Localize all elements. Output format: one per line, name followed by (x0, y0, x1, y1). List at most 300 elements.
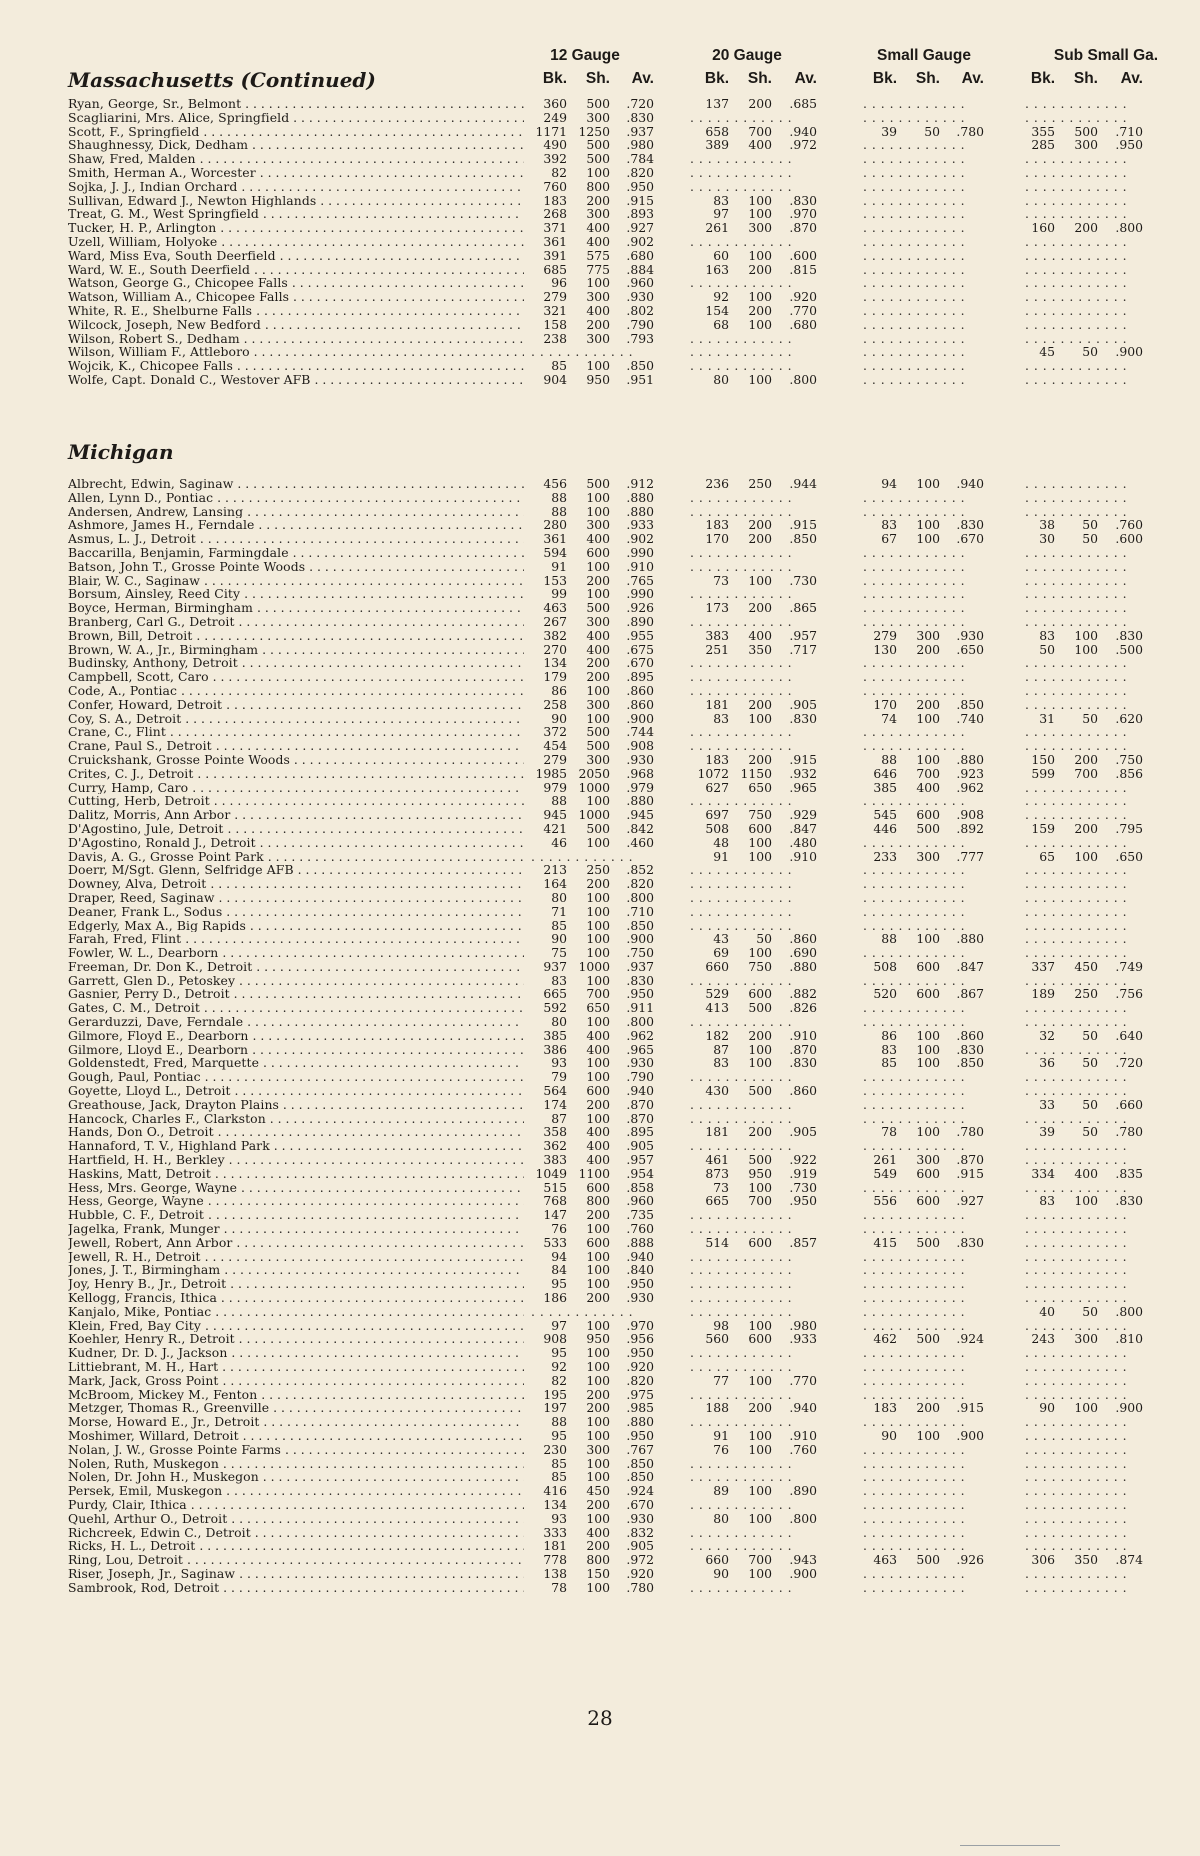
score-av: .900 (626, 931, 654, 947)
empty-score-leader: . . . . . . . . . . . . (1025, 1180, 1128, 1195)
table-row (0, 1001, 1200, 1015)
empty-score-leader: . . . . . . . . . . . . (863, 683, 966, 698)
shooter-name: Littiebrant, M. H., Hart . . . (68, 1360, 524, 1374)
score-sh: 100 (1074, 641, 1098, 657)
table-row (0, 1526, 1200, 1540)
score-av: .911 (626, 1000, 654, 1016)
score-bk: 258 (543, 696, 567, 712)
score-sh: 200 (748, 531, 772, 547)
score-bk: 74 (881, 710, 897, 726)
empty-score-leader: . . . . . . . . . . . . (863, 904, 966, 919)
score-sh: 200 (748, 751, 772, 767)
score-av: .856 (1115, 765, 1143, 781)
score-av: .890 (626, 613, 654, 629)
score-av: .933 (789, 1331, 817, 1347)
score-bk: 1171 (535, 123, 567, 139)
score-av: .830 (1115, 627, 1143, 643)
score-av: .940 (789, 1400, 817, 1416)
shooter-name: Ward, W. E., South Deerfield . . . (68, 263, 524, 277)
score-av: .680 (626, 247, 654, 263)
empty-score-leader: . . . . . . . . . . . . (863, 946, 966, 960)
score-sh: 800 (586, 178, 610, 194)
empty-score-leader: . . . . . . . . . . . . (1025, 1139, 1128, 1154)
score-bk: 90 (1039, 1400, 1055, 1416)
shooter-name: Sambrook, Rod, Detroit . . . (68, 1581, 524, 1595)
score-bk: 88 (551, 503, 567, 519)
shooter-name: Scagliarini, Mrs. Alice, Springfield . . . (68, 111, 524, 125)
group-header-small-gauge: Small Gauge (877, 47, 971, 64)
empty-score-leader: . . . . . . . . . . . . (1025, 1249, 1128, 1264)
shooter-name: Goldenstedt, Fred, Marquette . . . (68, 1056, 524, 1070)
score-sh: 1150 (740, 765, 772, 781)
score-sh: 100 (916, 517, 940, 533)
score-av: .650 (1115, 848, 1143, 864)
score-av: .830 (956, 517, 984, 533)
empty-score-leader: . . . . . . . . . . . . (1025, 932, 1128, 947)
table-row (0, 235, 1200, 249)
shooter-name: Garrett, Glen D., Petoskey . . . (68, 974, 524, 988)
empty-score-leader: . . . . . . . . . . . . (690, 545, 793, 560)
score-av: .926 (956, 1552, 984, 1568)
shooter-name: Jewell, R. H., Detroit . . . (68, 1250, 524, 1264)
shooter-name: Cruickshank, Grosse Pointe Woods . . . (68, 753, 524, 767)
shooter-name: Nolen, Ruth, Muskegon . . . (68, 1457, 524, 1471)
score-sh: 300 (586, 696, 610, 712)
table-row (0, 891, 1200, 905)
score-av: .927 (956, 1193, 984, 1209)
shooter-name: Jewell, Robert, Ann Arbor . . . (68, 1236, 524, 1250)
score-av: .950 (626, 986, 654, 1002)
score-sh: 750 (748, 807, 772, 823)
score-sh: 100 (748, 289, 772, 305)
score-bk: 416 (543, 1483, 567, 1499)
empty-score-leader: . . . . . . . . . . . . (1025, 946, 1128, 960)
score-av: .937 (626, 123, 654, 139)
score-bk: 382 (543, 627, 567, 643)
empty-score-leader: . . . . . . . . . . . . (863, 1360, 966, 1374)
score-bk: 371 (543, 220, 567, 236)
score-av: .919 (789, 1165, 817, 1181)
empty-score-leader: . . . . . . . . . . . . (1025, 110, 1128, 125)
shooter-name: Jagelka, Frank, Munger . . . (68, 1222, 524, 1236)
score-av: .955 (626, 627, 654, 643)
score-av: .912 (626, 476, 654, 491)
score-sh: 100 (916, 751, 940, 767)
score-av: .951 (626, 371, 654, 387)
score-bk: 768 (543, 1193, 567, 1209)
shooter-name: Watson, George G., Chicopee Falls . . . (68, 276, 524, 290)
score-sh: 50 (756, 931, 772, 947)
score-bk: 83 (881, 1041, 897, 1057)
empty-score-leader: . . . . . . . . . . . . (1025, 863, 1128, 878)
shooter-name: Hess, George, Wayne . . . (68, 1194, 524, 1208)
score-bk: 979 (543, 779, 567, 795)
score-sh: 100 (586, 1414, 610, 1430)
shooter-name: Downey, Alva, Detroit . . . (68, 877, 524, 891)
col-header-bk: Bk. (872, 70, 897, 87)
empty-score-leader: . . . . . . . . . . . . (863, 152, 966, 166)
score-sh: 200 (586, 1386, 610, 1402)
score-bk: 251 (705, 641, 729, 657)
score-av: .920 (626, 1359, 654, 1374)
shooter-name: Haskins, Matt, Detroit . . . (68, 1167, 524, 1181)
score-av: .882 (789, 986, 817, 1002)
empty-score-leader: . . . . . . . . . . . . (1025, 331, 1128, 346)
column-sub-headers (528, 70, 1178, 90)
score-bk: 549 (873, 1165, 897, 1181)
shooter-name: McBroom, Mickey M., Fenton . . . (68, 1388, 524, 1402)
score-av: .950 (789, 1193, 817, 1209)
score-bk: 183 (705, 751, 729, 767)
empty-score-leader: . . . . . . . . . . . . (690, 683, 793, 698)
score-bk: 73 (713, 572, 729, 588)
table-row (0, 643, 1200, 657)
table-row (0, 822, 1200, 836)
empty-score-leader: . . . . . . . . . . . . (1025, 835, 1128, 850)
empty-score-leader: . . . . . . . . . . . . (863, 1139, 966, 1154)
empty-score-leader: . . . . . . . . . . . . (690, 152, 793, 166)
shooter-name: Smith, Herman A., Worcester . . . (68, 166, 524, 180)
score-sh: 600 (586, 1234, 610, 1250)
table-row (0, 1553, 1200, 1567)
table-row (0, 877, 1200, 891)
score-av: .800 (1115, 220, 1143, 236)
empty-score-leader: . . . . . . . . . . . . (1025, 1235, 1128, 1250)
empty-score-leader: . . . . . . . . . . . . (863, 207, 966, 222)
empty-score-leader: . . . . . . . . . . . . (690, 504, 793, 519)
score-sh: 100 (586, 1579, 610, 1595)
table-row (0, 560, 1200, 574)
shooter-name: Goyette, Lloyd L., Detroit . . . (68, 1084, 524, 1098)
table-row (0, 1319, 1200, 1333)
score-sh: 100 (748, 1055, 772, 1071)
score-sh: 50 (1082, 710, 1098, 726)
score-bk: 760 (543, 178, 567, 194)
empty-score-leader: . . . . . . . . . . . . (863, 1263, 966, 1278)
score-av: .884 (626, 261, 654, 277)
score-av: .850 (626, 917, 654, 933)
score-bk: 529 (705, 986, 729, 1002)
score-bk: 159 (1031, 820, 1055, 836)
empty-score-leader: . . . . . . . . . . . . (1025, 1084, 1128, 1098)
score-sh: 50 (1082, 1055, 1098, 1071)
score-av: .990 (626, 544, 654, 560)
shooter-name: Metzger, Thomas R., Greenville . . . (68, 1401, 524, 1415)
score-sh: 600 (916, 986, 940, 1002)
score-bk: 36 (1039, 1055, 1055, 1071)
empty-score-leader: . . . . . . . . . . . . (690, 110, 793, 125)
empty-score-leader: . . . . . . . . . . . . (531, 1304, 634, 1319)
score-sh: 600 (916, 1193, 940, 1209)
empty-score-leader: . . . . . . . . . . . . (863, 1249, 966, 1264)
empty-score-leader: . . . . . . . . . . . . (690, 890, 793, 905)
empty-score-leader: . . . . . . . . . . . . (690, 1470, 793, 1485)
score-bk: 173 (705, 600, 729, 616)
score-sh: 400 (586, 1041, 610, 1057)
score-av: .820 (626, 876, 654, 892)
score-bk: 83 (881, 517, 897, 533)
score-av: .970 (789, 206, 817, 222)
score-av: .850 (626, 1455, 654, 1471)
score-sh: 50 (924, 123, 940, 139)
score-av: .780 (956, 1124, 984, 1140)
score-sh: 200 (586, 876, 610, 892)
score-bk: 413 (705, 1000, 729, 1016)
score-av: .930 (956, 627, 984, 643)
score-av: .710 (626, 903, 654, 919)
shooter-name: Scott, F., Springfield . . . (68, 125, 524, 139)
score-bk: 134 (543, 1496, 567, 1512)
empty-score-leader: . . . . . . . . . . . . (1025, 248, 1128, 263)
shooter-name: Ryan, George, Sr., Belmont . . . (68, 97, 524, 111)
score-sh: 950 (748, 1165, 772, 1181)
score-bk: 333 (543, 1524, 567, 1540)
empty-score-leader: . . . . . . . . . . . . (863, 1318, 966, 1333)
empty-score-leader: . . . . . . . . . . . . (690, 559, 793, 574)
score-bk: 520 (873, 986, 897, 1002)
score-sh: 100 (586, 1317, 610, 1333)
empty-score-leader: . . . . . . . . . . . . (1025, 1484, 1128, 1498)
empty-score-leader: . . . . . . . . . . . . (1025, 97, 1128, 111)
score-sh: 200 (586, 316, 610, 332)
score-bk: 98 (713, 1317, 729, 1333)
score-sh: 100 (748, 316, 772, 332)
score-av: .852 (626, 862, 654, 878)
score-sh: 100 (586, 503, 610, 519)
score-bk: 392 (543, 151, 567, 167)
empty-score-leader: . . . . . . . . . . . . (1025, 152, 1128, 166)
score-bk: 181 (705, 696, 729, 712)
score-av: .893 (626, 206, 654, 222)
table-row (0, 1153, 1200, 1167)
score-bk: 564 (543, 1083, 567, 1099)
shooter-name: Nolen, Dr. John H., Muskegon . . . (68, 1470, 524, 1484)
empty-score-leader: . . . . . . . . . . . . (1025, 904, 1128, 919)
score-bk: 78 (551, 1579, 567, 1595)
score-av: .480 (789, 834, 817, 850)
score-av: .780 (626, 1579, 654, 1595)
shooter-name: Blair, W. C., Saginaw . . . (68, 574, 524, 588)
shooter-name: Coy, S. A., Detroit . . . (68, 712, 524, 726)
score-bk: 78 (881, 1124, 897, 1140)
table-row (0, 138, 1200, 152)
score-av: .950 (626, 1276, 654, 1292)
shooter-name: Edgerly, Max A., Big Rapids . . . (68, 919, 524, 933)
score-bk: 95 (551, 1276, 567, 1292)
empty-score-leader: . . . . . . . . . . . . (863, 1277, 966, 1292)
score-sh: 200 (748, 261, 772, 277)
score-sh: 200 (586, 192, 610, 208)
score-bk: 90 (713, 1565, 729, 1581)
empty-score-leader: . . . . . . . . . . . . (1025, 1111, 1128, 1126)
score-sh: 100 (748, 945, 772, 961)
score-bk: 270 (543, 641, 567, 657)
empty-score-leader: . . . . . . . . . . . . (690, 670, 793, 684)
score-bk: 99 (551, 586, 567, 602)
score-bk: 83 (713, 1055, 729, 1071)
score-av: .950 (626, 1345, 654, 1361)
shooter-name: Kellogg, Francis, Ithica . . . (68, 1291, 524, 1305)
empty-score-leader: . . . . . . . . . . . . (1025, 1373, 1128, 1388)
table-row (0, 946, 1200, 960)
score-bk: 153 (543, 572, 567, 588)
score-bk: 82 (551, 1372, 567, 1388)
score-bk: 82 (551, 164, 567, 180)
empty-score-leader: . . . . . . . . . . . . (863, 1566, 966, 1581)
table-row (0, 276, 1200, 290)
score-av: .975 (626, 1386, 654, 1402)
score-sh: 400 (586, 233, 610, 249)
score-bk: 76 (551, 1221, 567, 1237)
table-row (0, 1305, 1200, 1319)
score-av: .870 (626, 1110, 654, 1126)
score-bk: 627 (705, 779, 729, 795)
score-bk: 83 (1039, 1193, 1055, 1209)
score-av: .962 (956, 779, 984, 795)
score-sh: 250 (1074, 986, 1098, 1002)
shooter-name: Gough, Paul, Pontiac . . . (68, 1070, 524, 1084)
empty-score-leader: . . . . . . . . . . . . (690, 794, 793, 809)
table-row (0, 345, 1200, 359)
empty-score-leader: . . . . . . . . . . . . (863, 601, 966, 615)
score-av: .937 (626, 958, 654, 974)
score-av: .990 (626, 586, 654, 602)
score-sh: 100 (586, 931, 610, 947)
table-row (0, 753, 1200, 767)
score-sh: 400 (586, 641, 610, 657)
score-av: .820 (626, 164, 654, 180)
score-av: .810 (1115, 1331, 1143, 1347)
score-av: .860 (789, 1083, 817, 1099)
score-bk: 386 (543, 1041, 567, 1057)
col-header-bk: Bk. (1030, 70, 1055, 87)
table-row (0, 684, 1200, 698)
score-bk: 279 (873, 627, 897, 643)
score-bk: 88 (881, 751, 897, 767)
empty-score-leader: . . . . . . . . . . . . (1025, 1291, 1128, 1305)
shooter-name: Hess, Mrs. George, Wayne . . . (68, 1181, 524, 1195)
empty-score-leader: . . . . . . . . . . . . (690, 276, 793, 291)
score-sh: 100 (586, 972, 610, 988)
score-bk: 138 (543, 1565, 567, 1581)
empty-score-leader: . . . . . . . . . . . . (863, 1111, 966, 1126)
score-bk: 665 (705, 1193, 729, 1209)
table-row (0, 670, 1200, 684)
score-bk: 38 (1039, 517, 1055, 533)
shooter-name: Code, A., Pontiac . . . (68, 684, 524, 698)
score-sh: 400 (586, 1124, 610, 1140)
score-av: .600 (789, 247, 817, 263)
empty-score-leader: . . . . . . . . . . . . (1025, 372, 1128, 387)
table-row (0, 263, 1200, 277)
score-bk: 170 (705, 531, 729, 547)
score-bk: 158 (543, 316, 567, 332)
empty-score-leader: . . . . . . . . . . . . (1025, 1360, 1128, 1374)
score-bk: 93 (551, 1510, 567, 1526)
score-bk: 83 (551, 972, 567, 988)
empty-score-leader: . . . . . . . . . . . . (863, 1097, 966, 1112)
score-av: .800 (626, 889, 654, 905)
score-av: .930 (626, 1055, 654, 1071)
empty-score-leader: . . . . . . . . . . . . (1025, 1387, 1128, 1402)
table-row (0, 221, 1200, 235)
empty-score-leader: . . . . . . . . . . . . (690, 1497, 793, 1512)
score-bk: 75 (551, 945, 567, 961)
table-row (0, 1484, 1200, 1498)
empty-score-leader: . . . . . . . . . . . . (1025, 877, 1128, 891)
score-bk: 230 (543, 1441, 567, 1457)
col-header-sh: Sh. (1073, 70, 1098, 87)
score-sh: 100 (748, 1372, 772, 1388)
score-av: .777 (956, 848, 984, 864)
score-sh: 100 (586, 358, 610, 374)
score-sh: 100 (748, 1565, 772, 1581)
empty-score-leader: . . . . . . . . . . . . (863, 1373, 966, 1388)
score-bk: 454 (543, 738, 567, 754)
shooter-name: Hartfield, H. H., Berkley . . . (68, 1153, 524, 1167)
score-sh: 50 (1082, 1027, 1098, 1043)
score-sh: 100 (748, 1317, 772, 1333)
score-sh: 100 (586, 917, 610, 933)
table-row (0, 587, 1200, 601)
score-sh: 100 (586, 1221, 610, 1237)
score-av: .880 (626, 1414, 654, 1430)
empty-score-leader: . . . . . . . . . . . . (863, 331, 966, 346)
score-bk: 236 (705, 476, 729, 491)
empty-score-leader: . . . . . . . . . . . . (1025, 359, 1128, 373)
score-bk: 337 (1031, 958, 1055, 974)
empty-score-leader: . . . . . . . . . . . . (1025, 234, 1128, 249)
score-bk: 83 (1039, 627, 1055, 643)
score-sh: 300 (916, 1152, 940, 1168)
empty-score-leader: . . . . . . . . . . . . (863, 1470, 966, 1485)
empty-score-leader: . . . . . . . . . . . . (690, 918, 793, 933)
score-av: .910 (789, 1027, 817, 1043)
empty-score-leader: . . . . . . . . . . . . (690, 1346, 793, 1360)
score-bk: 95 (551, 1345, 567, 1361)
empty-score-leader: . . . . . . . . . . . . (863, 303, 966, 318)
score-sh: 100 (748, 1441, 772, 1457)
score-sh: 100 (748, 1510, 772, 1526)
score-av: .900 (626, 710, 654, 726)
score-sh: 100 (748, 371, 772, 387)
shooter-name: Farah, Fred, Flint . . . (68, 932, 524, 946)
score-sh: 100 (586, 1110, 610, 1126)
table-row (0, 290, 1200, 304)
empty-score-leader: . . . . . . . . . . . . (1025, 1415, 1128, 1429)
empty-score-leader: . . . . . . . . . . . . (863, 1497, 966, 1512)
score-av: .830 (1115, 1193, 1143, 1209)
empty-score-leader: . . . . . . . . . . . . (690, 587, 793, 602)
table-row (0, 656, 1200, 670)
empty-score-leader: . . . . . . . . . . . . (690, 1525, 793, 1540)
score-av: .847 (956, 958, 984, 974)
empty-score-leader: . . . . . . . . . . . . (863, 890, 966, 905)
score-sh: 200 (748, 1400, 772, 1416)
score-av: .985 (626, 1400, 654, 1416)
score-sh: 100 (586, 1372, 610, 1388)
score-av: .830 (626, 109, 654, 125)
score-bk: 446 (873, 820, 897, 836)
shooter-name: Allen, Lynn D., Pontiac . . . (68, 491, 524, 505)
score-bk: 90 (551, 931, 567, 947)
empty-score-leader: . . . . . . . . . . . . (690, 863, 793, 878)
empty-score-leader: . . . . . . . . . . . . (690, 165, 793, 180)
score-sh: 100 (586, 275, 610, 291)
score-av: .744 (626, 724, 654, 740)
score-bk: 87 (551, 1110, 567, 1126)
score-av: .867 (956, 986, 984, 1002)
